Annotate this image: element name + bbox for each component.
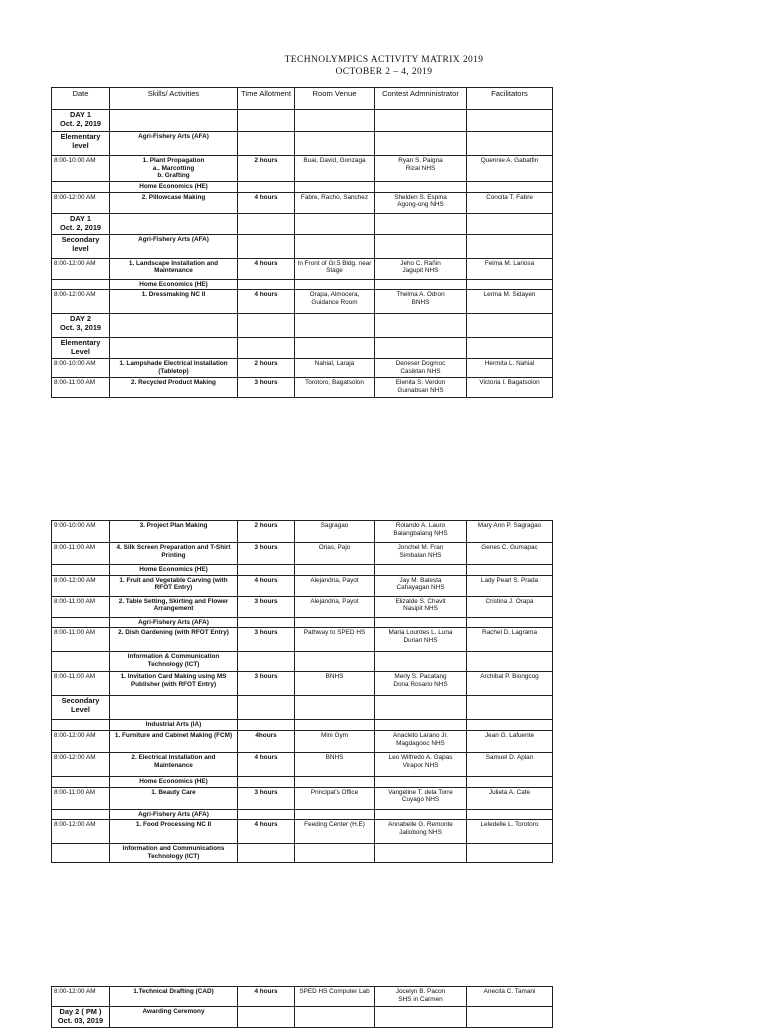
skill-cell: 1. Furniture and Cabinet Making (FCM) — [110, 731, 238, 753]
table-row — [52, 156, 553, 182]
admin-cell — [375, 110, 467, 132]
venue-cell — [295, 565, 375, 576]
skill-cell: 1. Plant Propagation a.. Marcotting b. Grafting — [110, 156, 238, 182]
facilitator-cell — [467, 809, 553, 820]
skill-cell — [110, 110, 238, 132]
skill-cell: 1. Beauty Care — [110, 787, 238, 809]
facilitator-cell: Quennie A. Gabatfin — [467, 156, 553, 182]
header-date: Date — [52, 88, 110, 110]
venue-cell — [295, 110, 375, 132]
date-cell: Secondary Level — [52, 696, 110, 720]
activity-matrix-table-1 — [51, 87, 553, 398]
facilitator-cell — [467, 652, 553, 672]
table-row — [52, 596, 553, 617]
document-title: TECHNOLYMPICS ACTIVITY MATRIX 2019 — [284, 55, 484, 65]
admin-cell: Elenita S. Verdon Guinabsan NHS — [375, 378, 467, 398]
time-cell: 4hours — [238, 731, 295, 753]
admin-cell — [375, 132, 467, 156]
facilitator-cell — [467, 338, 553, 359]
admin-cell — [375, 213, 467, 234]
venue-cell: In Front of Gr.5 Bldg. near Stage — [295, 258, 375, 279]
day-level-row — [52, 110, 553, 132]
skill-cell: Awarding Ceremony — [110, 1007, 238, 1028]
category-row — [52, 652, 553, 672]
activity-matrix-table-3 — [51, 986, 553, 1028]
date-cell: DAY 1 Oct. 2, 2019 — [52, 213, 110, 234]
table-row — [52, 575, 553, 596]
date-cell: 8:00-11:00 AM — [52, 378, 110, 398]
date-cell: 9:00-10:00 AM — [52, 521, 110, 543]
skill-cell: 4. Silk Screen Preparation and T-Shirt Printing — [110, 543, 238, 565]
date-cell: 8:00-12:00 AM — [52, 987, 110, 1007]
date-cell — [52, 720, 110, 731]
skill-cell: 2. Recycled Product Making — [110, 378, 238, 398]
date-cell — [52, 182, 110, 193]
facilitator-cell: Hermita L. Nahial — [467, 359, 553, 378]
date-cell: DAY 1 Oct. 2, 2019 — [52, 110, 110, 132]
time-cell: 4 hours — [238, 820, 295, 844]
admin-cell: Maria Lourdes L. Luna Durian NHS — [375, 628, 467, 652]
day-level-row — [52, 314, 553, 338]
date-cell: 8:00-10:00 AM — [52, 156, 110, 182]
venue-cell: Principal's Office — [295, 787, 375, 809]
table-row — [52, 192, 553, 213]
skill-cell: Agri-Fishery Arts (AFA) — [110, 809, 238, 820]
day-level-row — [52, 234, 553, 258]
header-skills: Skills/ Activities — [110, 88, 238, 110]
time-cell — [238, 132, 295, 156]
admin-cell: Deneser Dogmoc Casiktan NHS — [375, 359, 467, 378]
time-cell — [238, 565, 295, 576]
facilitator-cell — [467, 777, 553, 788]
day-level-row — [52, 213, 553, 234]
skill-cell: 2. Dish Gardening (with RFOT Entry) — [110, 628, 238, 652]
table-row — [52, 290, 553, 314]
time-cell: 4 hours — [238, 575, 295, 596]
venue-cell — [295, 617, 375, 628]
venue-cell: Nahial, Laraja — [295, 359, 375, 378]
date-cell: 8:00-12:00 AM — [52, 820, 110, 844]
admin-cell — [375, 1007, 467, 1028]
admin-cell — [375, 777, 467, 788]
venue-cell — [295, 182, 375, 193]
admin-cell: Rolando A. Lauro Balangbalang NHS — [375, 521, 467, 543]
facilitator-cell: Lerma M. Sidayen — [467, 290, 553, 314]
admin-cell — [375, 565, 467, 576]
admin-cell: Jeho C. Rañin Jagupit NHS — [375, 258, 467, 279]
category-row — [52, 809, 553, 820]
admin-cell: Annabelle G. Remonte Jaliobong NHS — [375, 820, 467, 844]
skill-cell: Agri-Fishery Arts (AFA) — [110, 234, 238, 258]
admin-cell: Leo Wilfredo A. Gapas Virapor NHS — [375, 753, 467, 777]
day-level-row — [52, 696, 553, 720]
time-cell — [238, 314, 295, 338]
category-row — [52, 720, 553, 731]
date-cell: DAY 2 Oct. 3, 2019 — [52, 314, 110, 338]
facilitator-cell — [467, 132, 553, 156]
time-cell — [238, 696, 295, 720]
admin-cell — [375, 279, 467, 290]
admin-cell — [375, 696, 467, 720]
admin-cell: Shelden S. Espina Agong-ong NHS — [375, 192, 467, 213]
venue-cell — [295, 777, 375, 788]
time-cell: 2 hours — [238, 156, 295, 182]
date-cell: Day 2 ( PM ) Oct. 03, 2019 — [52, 1007, 110, 1028]
time-cell — [238, 213, 295, 234]
time-cell: 3 hours — [238, 787, 295, 809]
date-cell: Elementary level — [52, 132, 110, 156]
table-row — [52, 543, 553, 565]
skill-cell: 1. Invitation Card Making using MS Publisher (with RFOT Entry) — [110, 672, 238, 696]
admin-cell: Merly S. Pacatang Dona Rosario NHS — [375, 672, 467, 696]
admin-cell — [375, 809, 467, 820]
date-cell: 8:00-10:00 AM — [52, 359, 110, 378]
facilitator-cell: Concita T. Fabre — [467, 192, 553, 213]
header-facilitators: Facilitators — [467, 88, 553, 110]
skill-cell: 1. Food Processing NC II — [110, 820, 238, 844]
venue-cell: BNHS — [295, 753, 375, 777]
time-cell — [238, 110, 295, 132]
facilitator-cell: Leledelle L. Torotoro — [467, 820, 553, 844]
venue-cell: Torotoro, Bagatsolon — [295, 378, 375, 398]
skill-cell: Industrial Arts (IA) — [110, 720, 238, 731]
date-cell — [52, 809, 110, 820]
skill-cell: Home Economics (HE) — [110, 777, 238, 788]
venue-cell — [295, 720, 375, 731]
day-level-row — [52, 1007, 553, 1028]
facilitator-cell: Archibal P. Biongcog — [467, 672, 553, 696]
venue-cell — [295, 809, 375, 820]
venue-cell: Alejandria, Payot — [295, 575, 375, 596]
time-cell — [238, 338, 295, 359]
skill-cell — [110, 314, 238, 338]
skill-cell: Home Economics (HE) — [110, 565, 238, 576]
table-row — [52, 731, 553, 753]
time-cell: 2 hours — [238, 521, 295, 543]
facilitator-cell — [467, 213, 553, 234]
venue-cell — [295, 696, 375, 720]
facilitator-cell — [467, 182, 553, 193]
skill-cell: Home Economics (HE) — [110, 279, 238, 290]
category-row — [52, 565, 553, 576]
date-cell — [52, 279, 110, 290]
time-cell — [238, 844, 295, 863]
table-row — [52, 672, 553, 696]
skill-cell: 1. Fruit and Vegetable Carving (with RFOT Entry) — [110, 575, 238, 596]
category-row — [52, 777, 553, 788]
venue-cell: Fabre, Racho, Sanchez — [295, 192, 375, 213]
category-row — [52, 844, 553, 863]
time-cell — [238, 809, 295, 820]
date-cell: 8:00-11:00 AM — [52, 628, 110, 652]
admin-cell — [375, 314, 467, 338]
date-cell: 8:00-11:00 AM — [52, 672, 110, 696]
table-row — [52, 987, 553, 1007]
activity-matrix-table-2 — [51, 520, 553, 863]
time-cell: 3 hours — [238, 596, 295, 617]
admin-cell — [375, 844, 467, 863]
admin-cell: Thelma A. Odron BNHS — [375, 290, 467, 314]
venue-cell: Pathway to SPED HS — [295, 628, 375, 652]
venue-cell — [295, 844, 375, 863]
time-cell — [238, 279, 295, 290]
time-cell: 4 hours — [238, 258, 295, 279]
facilitator-cell: Victoria I. Bagatsolon — [467, 378, 553, 398]
date-cell: 8:00-11:00 AM — [52, 596, 110, 617]
venue-cell — [295, 338, 375, 359]
table-row — [52, 820, 553, 844]
time-cell — [238, 720, 295, 731]
date-cell: 8:00-12:00 AM — [52, 192, 110, 213]
facilitator-cell: Mary Ann P. Sagragao — [467, 521, 553, 543]
date-cell — [52, 617, 110, 628]
day-level-row — [52, 338, 553, 359]
time-cell — [238, 182, 295, 193]
venue-cell — [295, 213, 375, 234]
venue-cell: BNHS — [295, 672, 375, 696]
facilitator-cell — [467, 720, 553, 731]
time-cell — [238, 234, 295, 258]
time-cell — [238, 652, 295, 672]
skill-cell: 2. Electrical Installation and Maintenance — [110, 753, 238, 777]
skill-cell: Information and Communications Technology (ICT) — [110, 844, 238, 863]
table-row — [52, 628, 553, 652]
category-row — [52, 279, 553, 290]
skill-cell: 2. Pillowcase Making — [110, 192, 238, 213]
facilitator-cell: Cristina J. Orapa — [467, 596, 553, 617]
header-time: Time Allotment — [238, 88, 295, 110]
admin-cell — [375, 234, 467, 258]
admin-cell — [375, 652, 467, 672]
date-cell — [52, 844, 110, 863]
table-row — [52, 753, 553, 777]
time-cell: 4 hours — [238, 290, 295, 314]
skill-cell: Agri-Fishery Arts (AFA) — [110, 132, 238, 156]
time-cell: 4 hours — [238, 192, 295, 213]
venue-cell — [295, 234, 375, 258]
day-level-row — [52, 132, 553, 156]
table-row — [52, 378, 553, 398]
facilitator-cell — [467, 279, 553, 290]
time-cell: 3 hours — [238, 543, 295, 565]
date-cell — [52, 565, 110, 576]
skill-cell: 1.Technical Drafting (CAD) — [110, 987, 238, 1007]
table-row — [52, 787, 553, 809]
table-row — [52, 521, 553, 543]
time-cell — [238, 777, 295, 788]
admin-cell — [375, 182, 467, 193]
venue-cell: Orapa, Almocera, Guidance Room — [295, 290, 375, 314]
skill-cell: 3. Project Plan Making — [110, 521, 238, 543]
skill-cell — [110, 338, 238, 359]
date-cell: 8:00-11:00 AM — [52, 787, 110, 809]
skill-cell: 2. Table Setting, Skirting and Flower Arrangement — [110, 596, 238, 617]
date-cell: 8:00-12:00 AM — [52, 731, 110, 753]
venue-cell — [295, 279, 375, 290]
admin-cell: Jocelyn B. Pacon SHS in Carmen — [375, 987, 467, 1007]
time-cell: 2 hours — [238, 359, 295, 378]
admin-cell — [375, 617, 467, 628]
header-venue: Room Venue — [295, 88, 375, 110]
table-header-row — [52, 88, 553, 110]
venue-cell: SPED HS Computer Lab — [295, 987, 375, 1007]
header-admin: Contest Admninistrator — [375, 88, 467, 110]
skill-cell — [110, 213, 238, 234]
date-cell — [52, 652, 110, 672]
facilitator-cell — [467, 844, 553, 863]
facilitator-cell — [467, 1007, 553, 1028]
facilitator-cell — [467, 617, 553, 628]
skill-cell: Home Economics (HE) — [110, 182, 238, 193]
facilitator-cell — [467, 565, 553, 576]
facilitator-cell: Jean G. Lafuente — [467, 731, 553, 753]
venue-cell: Mini Gym — [295, 731, 375, 753]
date-cell: 8:00-12:00 AM — [52, 258, 110, 279]
facilitator-cell — [467, 234, 553, 258]
date-cell: 8:00-12:00 AM — [52, 575, 110, 596]
admin-cell: Ryan S. Paigna Rizal NHS — [375, 156, 467, 182]
venue-cell — [295, 314, 375, 338]
date-cell: Elementary Level — [52, 338, 110, 359]
date-cell: Secondary level — [52, 234, 110, 258]
time-cell: 3 hours — [238, 378, 295, 398]
facilitator-cell: Julieta A. Cafe — [467, 787, 553, 809]
skill-cell: 1. Dressmaking NC II — [110, 290, 238, 314]
time-cell — [238, 1007, 295, 1028]
skill-cell: Information & Communication Technology (ICT) — [110, 652, 238, 672]
facilitator-cell — [467, 314, 553, 338]
facilitator-cell — [467, 110, 553, 132]
admin-cell: Jonchel M. Fran Simbalan NHS — [375, 543, 467, 565]
facilitator-cell: Genes C. Gumapac — [467, 543, 553, 565]
venue-cell — [295, 132, 375, 156]
admin-cell — [375, 720, 467, 731]
venue-cell: Orias, Pajo — [295, 543, 375, 565]
table-row — [52, 359, 553, 378]
time-cell: 3 hours — [238, 672, 295, 696]
date-cell: 8:00-12:00 AM — [52, 753, 110, 777]
venue-cell — [295, 652, 375, 672]
venue-cell: Sagragao — [295, 521, 375, 543]
category-row — [52, 617, 553, 628]
category-row — [52, 182, 553, 193]
facilitator-cell: Lady Pearl S. Prada — [467, 575, 553, 596]
date-cell: 8:00-11:00 AM — [52, 543, 110, 565]
admin-cell: Elizalde S. Chavit Nasipit NHS — [375, 596, 467, 617]
date-cell — [52, 777, 110, 788]
time-cell: 4 hours — [238, 753, 295, 777]
admin-cell — [375, 338, 467, 359]
time-cell: 4 hours — [238, 987, 295, 1007]
table-row — [52, 258, 553, 279]
facilitator-cell: Rachel D. Lagrama — [467, 628, 553, 652]
skill-cell: Agri-Fishery Arts (AFA) — [110, 617, 238, 628]
venue-cell: Alejandria, Payot — [295, 596, 375, 617]
venue-cell: Feeding Center (H.E) — [295, 820, 375, 844]
document-date-range: OCTOBER 2 – 4, 2019 — [335, 67, 433, 77]
admin-cell: Anacleto Larano Jr. Magdagooc NHS — [375, 731, 467, 753]
venue-cell: Buai, David, Gonzaga — [295, 156, 375, 182]
facilitator-cell: Samuel D. Aplan — [467, 753, 553, 777]
time-cell: 3 hours — [238, 628, 295, 652]
facilitator-cell — [467, 696, 553, 720]
date-cell: 8:00-12:00 AM — [52, 290, 110, 314]
facilitator-cell: Felma M. Lariosa — [467, 258, 553, 279]
skill-cell: 1. Landscape Installation and Maintenance — [110, 258, 238, 279]
skill-cell: 1. Lampshade Electrical Installation (Tabletop) — [110, 359, 238, 378]
venue-cell — [295, 1007, 375, 1028]
admin-cell: Jay M. Balesta Cahayagan NHS — [375, 575, 467, 596]
skill-cell — [110, 696, 238, 720]
time-cell — [238, 617, 295, 628]
facilitator-cell: Anecita C. Tamani — [467, 987, 553, 1007]
admin-cell: Vangeline T. dela Torre Cuyago NHS — [375, 787, 467, 809]
